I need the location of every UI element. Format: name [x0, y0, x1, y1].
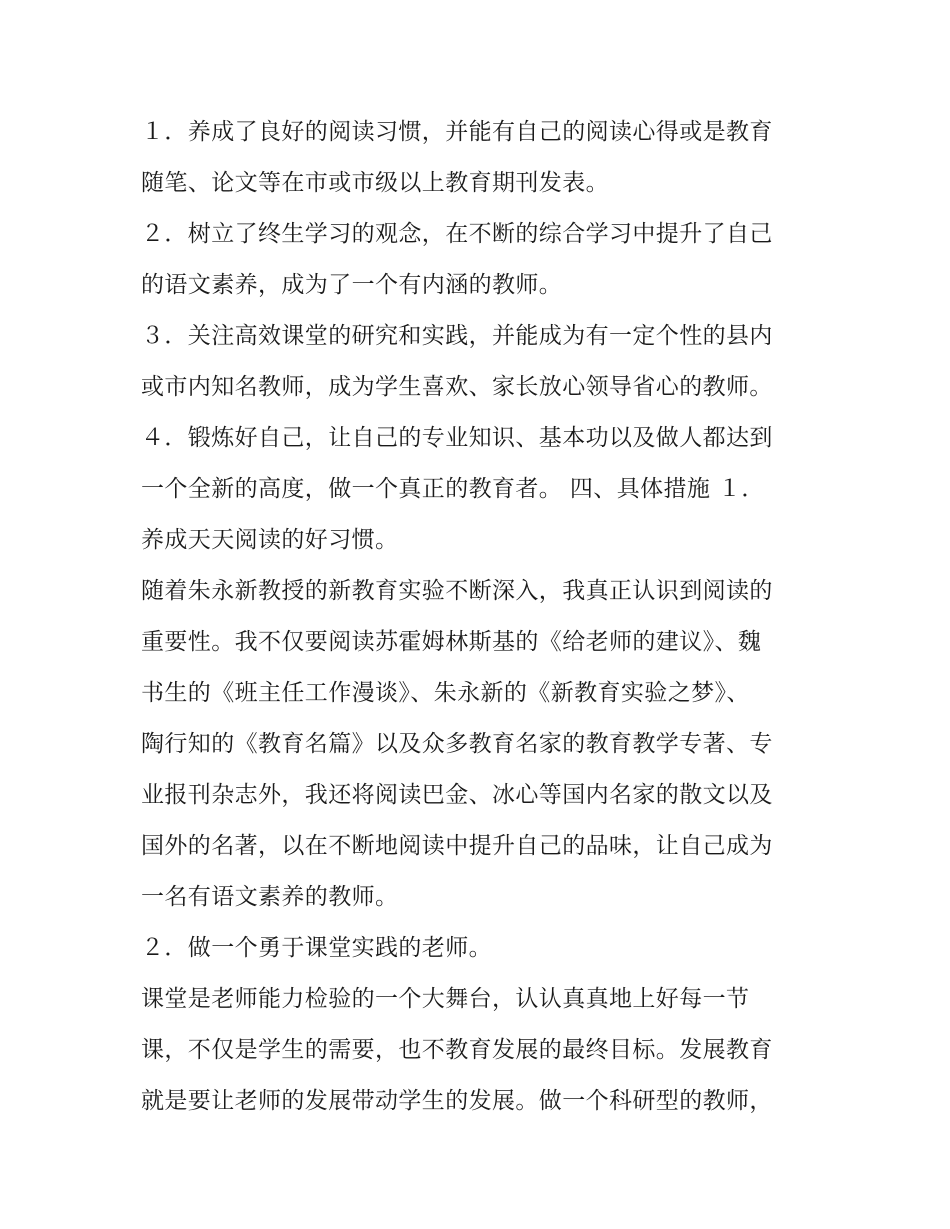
text-line: 的语文素养，成为了一个有内涵的教师。: [141, 272, 563, 298]
text-line: 业报刊杂志外，我还将阅读巴金、冰心等国内名家的散文以及: [141, 782, 773, 808]
text-line: 就是要让老师的发展带动学生的发展。做一个科研型的教师，: [141, 1088, 773, 1114]
text-line: ２．树立了终生学习的观念，在不断的综合学习中提升了自己: [141, 221, 773, 247]
text-line: 一名有语文素养的教师。: [141, 884, 399, 910]
text-line: 书生的《班主任工作漫谈》、朱永新的《新教育实验之梦》、: [141, 680, 750, 706]
text-line: ２．做一个勇于课堂实践的老师。: [141, 935, 492, 961]
text-line: 随着朱永新教授的新教育实验不断深入，我真正认识到阅读的: [141, 578, 773, 604]
text-line: 课堂是老师能力检验的一个大舞台，认认真真地上好每一节: [141, 986, 750, 1012]
text-line: 或市内知名教师，成为学生喜欢、家长放心领导省心的教师。: [141, 374, 773, 400]
text-line: ３．关注高效课堂的研究和实践，并能成为有一定个性的县内: [141, 323, 773, 349]
text-line: ４．锻炼好自己，让自己的专业知识、基本功以及做人都达到: [141, 425, 773, 451]
document-body: [141, 112, 821, 1132]
text-line: 养成天天阅读的好习惯。: [141, 527, 399, 553]
text-line: 课，不仅是学生的需要，也不教育发展的最终目标。发展教育: [141, 1037, 773, 1063]
text-line: 重要性。我不仅要阅读苏霍姆林斯基的《给老师的建议》、魏: [141, 629, 762, 655]
text-line: 一个全新的高度，做一个真正的教育者。 四、具体措施 １．: [141, 476, 765, 502]
text-line: 陶行知的《教育名篇》以及众多教育名家的教育教学专著、专: [141, 731, 773, 757]
text-line: 国外的名著，以在不断地阅读中提升自己的品味，让自己成为: [141, 833, 773, 859]
text-line: 随笔、论文等在市或市级以上教育期刊发表。: [141, 170, 609, 196]
text-line: １．养成了良好的阅读习惯，并能有自己的阅读心得或是教育: [141, 119, 773, 145]
